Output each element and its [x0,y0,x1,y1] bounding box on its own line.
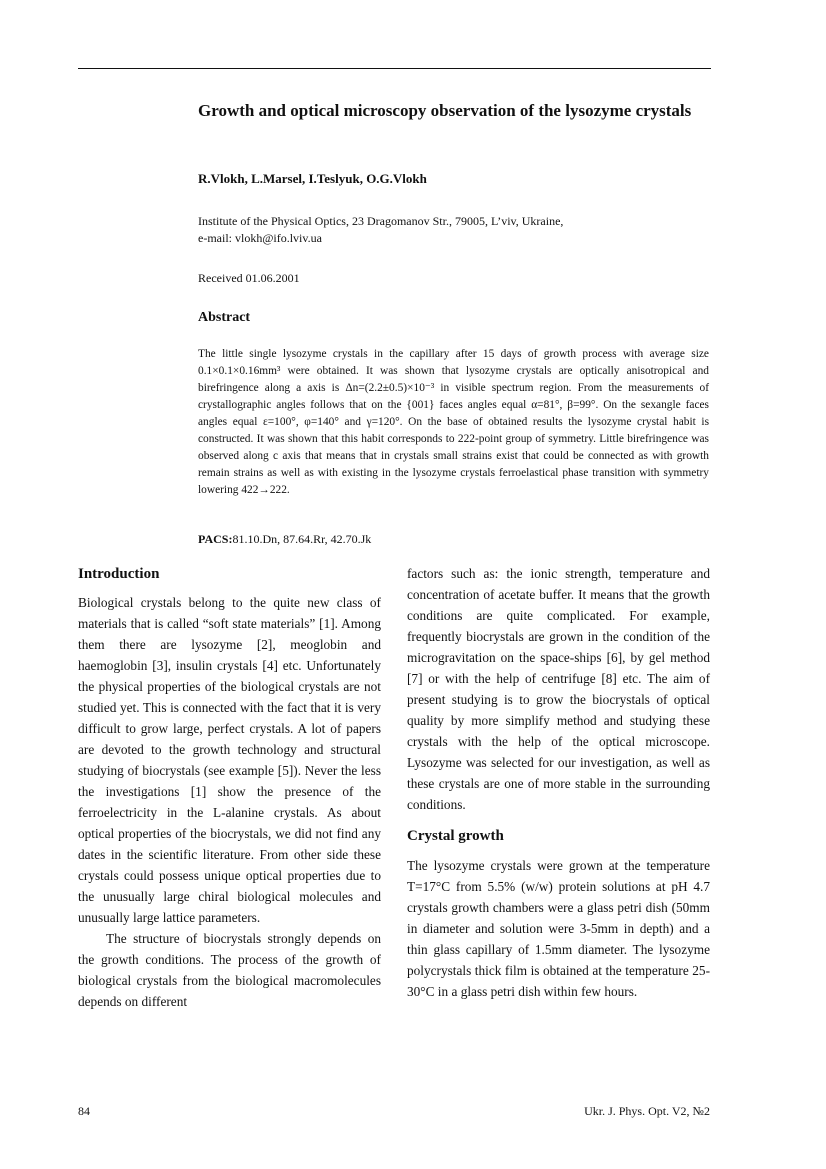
right-column [407,563,710,1002]
introduction-heading: Introduction [78,566,160,582]
paper-title: Growth and optical microscopy observation of the lysozyme crystals [198,101,692,120]
crystal-growth-paragraph: The lysozyme crystals were grown at the temperature T=17°C from 5.5% (w/w) protein solutions at pH 4.7 crystals growth chambers were a glass petri dish (50mm in diameter and solution were 3-5mm in depth) and a thin glass capillary of 1.5mm diameter. The lysozyme polycrystals thick film is obtained at the temperature 25-30°C in a glass petri dish within few hours. [407,858,710,999]
pacs-values: 81.10.Dn, 87.64.Rr, 42.70.Jk [232,532,372,546]
crystal-growth-heading: Crystal growth [407,828,504,844]
affiliation-institute: Institute of the Physical Optics, 23 Dragomanov Str., 79005, L’viv, Ukraine, [198,214,564,228]
authors: R.Vlokh, L.Marsel, I.Teslyuk, O.G.Vlokh [198,171,427,186]
journal-reference: Ukr. J. Phys. Opt. V2, №2 [584,1104,710,1118]
pacs-label: PACS: [198,532,233,546]
left-column [78,563,381,1012]
abstract-text: The little single lysozyme crystals in the capillary after 15 days of growth process with average size 0.1×0.1×0.16mm³ were obtained. It was shown that lysozyme crystals are optically anisotropical and birefringence along a axis is Δn=(2.2±0.5)×10⁻³ in visible spectrum region. From the measurements of crystallographic angles follows that on the {001} faces angles equal α=81°, β=99°. On the sexangle faces angles equal ε=100°, φ=140° and γ=120°. On the base of obtained results the lysozyme crystal habit is constructed. It was shown that this habit corresponds to 222-point group of symmetry. Little birefringence was observed along c axis that means that in crystals small strains exist that could be connected as with growth remain strains as well as with existing in the lysozyme crystals ferroelastical phase transition with symmetry lowering 422→222. [198,348,709,496]
received-date: Received 01.06.2001 [198,271,300,285]
intro-paragraph-2: The structure of biocrystals strongly depends on the growth conditions. The process of the growth of biological crystals from the biological macromolecules depends on different [78,931,381,1009]
affiliation [198,213,563,247]
intro-paragraph-continued: factors such as: the ionic strength, temperature and concentration of acetate buffer. It means that the growth conditions are quite complicated. For example, frequently biocrystals are grown in the condition of the microgravitation on the space-ships [6], by gel method [7] or with the help of centrifuge [8] etc. The aim of present studying is to grow the biocrystals of optical quality by more simplify method and studying these crystals with the help of the optical microscope. Lysozyme was selected for our investigation, as well as these crystals are one of more stable in the surrounding conditions. [407,566,710,812]
header-rule [78,68,711,69]
affiliation-email: e-mail: vlokh@ifo.lviv.ua [198,231,322,245]
abstract-body [198,346,709,499]
pacs-line [198,532,371,547]
abstract-heading: Abstract [198,310,251,325]
intro-paragraph-1: Biological crystals belong to the quite new class of materials that is called “soft state materials” [1]. Among them there are lysozyme [2], meoglobin and haemoglobin [3], insulin crystals [4] etc. Unfortunately the physical properties of the biological crystals are not studied yet. This is connected with the fact that it is very difficult to grow large, perfect crystals. A lot of papers are devoted to the growth technology and structural studying of biocrystals (see example [5]). Never the less the investigations [1] show the presence of the ferroelectricity in the L-alanine crystals. As about optical properties of the biocrystals, we did not find any dates in the scientific literature. From other side these crystals could possess unique optical properties due to the unusually large chiral biological molecules and unusually large lattice parameters. [78,595,381,925]
page-number: 84 [78,1104,90,1118]
